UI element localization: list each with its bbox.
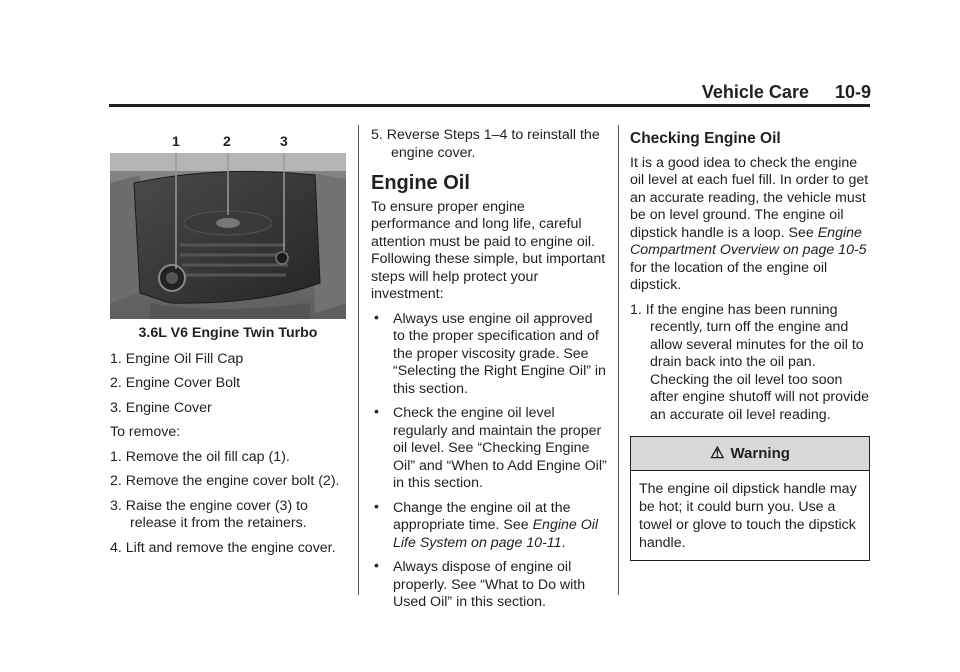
bullet-item: • Always use engine oil approved to the proper specification and of the proper viscosity grade. See “Selecting the Right Engine Oil” in this section. bbox=[374, 308, 606, 397]
warning-title: Warning bbox=[730, 444, 790, 462]
legend-item: 2. Engine Cover Bolt bbox=[110, 375, 241, 391]
section-title: Vehicle Care bbox=[701, 82, 809, 102]
step-item: 1. If the engine has been running recently, turn off the engine and allow several minutes for the oil to drain back into the oil pan. Checking the oil level too soon after engine shutoff will not provide an accurate oil level reading. bbox=[630, 301, 869, 423]
warning-icon: ⚠ bbox=[710, 444, 725, 462]
bullet-item: • Always dispose of engine oil properly. See “What to Do with Used Oil” in this section. bbox=[374, 557, 586, 610]
column-2 bbox=[371, 127, 607, 619]
callout-1: 1 bbox=[172, 133, 180, 149]
bullet-icon: • bbox=[374, 557, 379, 573]
page-number: 10-9 bbox=[834, 82, 871, 102]
step-item: 1. Remove the oil fill cap (1). bbox=[110, 448, 290, 465]
callout-3: 3 bbox=[280, 133, 288, 149]
figure-caption: 3.6L V6 Engine Twin Turbo bbox=[138, 325, 318, 341]
warning-header bbox=[631, 437, 869, 471]
to-remove-label: To remove: bbox=[110, 424, 181, 440]
legend-item: 1. Engine Oil Fill Cap bbox=[110, 350, 244, 367]
engine-figure bbox=[110, 133, 346, 319]
step-item: 5. Reverse Steps 1–4 to reinstall the engine cover. bbox=[371, 127, 600, 161]
intro-paragraph: To ensure proper engine performance and long life, careful attention must be paid to engine oil. Following these simple, but important steps will help protect your investment: bbox=[371, 198, 606, 302]
checking-paragraph: It is a good idea to check the engine oil level at each fuel fill. In order to get an accurate reading, the vehicle must be on level ground. The engine oil dipstick handle is a loop. See Engine Compartment Overview on page 10-5 for the location of the engine oil dipstick. bbox=[630, 154, 869, 293]
bullet-icon: • bbox=[374, 497, 379, 514]
warning-body: The engine oil dipstick handle may be hot; it could burn you. Use a towel or glove to touch the dipstick handle. bbox=[639, 481, 857, 551]
column-divider bbox=[358, 125, 359, 595]
legend-item: 3. Engine Cover bbox=[110, 399, 212, 416]
cross-reference: Engine Oil Life System on page 10-11 bbox=[393, 517, 599, 551]
column-1 bbox=[110, 133, 346, 564]
bullet-item: • Check the engine oil level regularly and maintain the proper oil level. See “Checking Engine Oil” and “When to Add Engine Oil” in this section. bbox=[374, 403, 607, 491]
bullet-item: • Change the engine oil at the appropriate time. See Engine Oil Life System on page 10-11. bbox=[374, 497, 599, 551]
callout-2: 2 bbox=[223, 133, 231, 149]
cross-reference: Engine Compartment Overview on page 10-5 bbox=[630, 224, 867, 258]
running-header bbox=[702, 82, 871, 103]
step-item: 4. Lift and remove the engine cover. bbox=[110, 539, 336, 556]
engine-oil-heading: Engine Oil bbox=[371, 172, 470, 194]
header-rule bbox=[109, 104, 870, 107]
warning-box bbox=[630, 436, 870, 561]
bullet-icon: • bbox=[374, 403, 379, 419]
bullet-icon: • bbox=[374, 308, 379, 325]
step-item: 3. Raise the engine cover (3) to release it from the retainers. bbox=[110, 497, 308, 531]
step-item: 2. Remove the engine cover bolt (2). bbox=[110, 473, 340, 489]
column-divider bbox=[618, 125, 619, 595]
column-3 bbox=[630, 130, 870, 561]
engine-cover-photo bbox=[110, 153, 346, 319]
checking-oil-heading: Checking Engine Oil bbox=[630, 130, 781, 147]
